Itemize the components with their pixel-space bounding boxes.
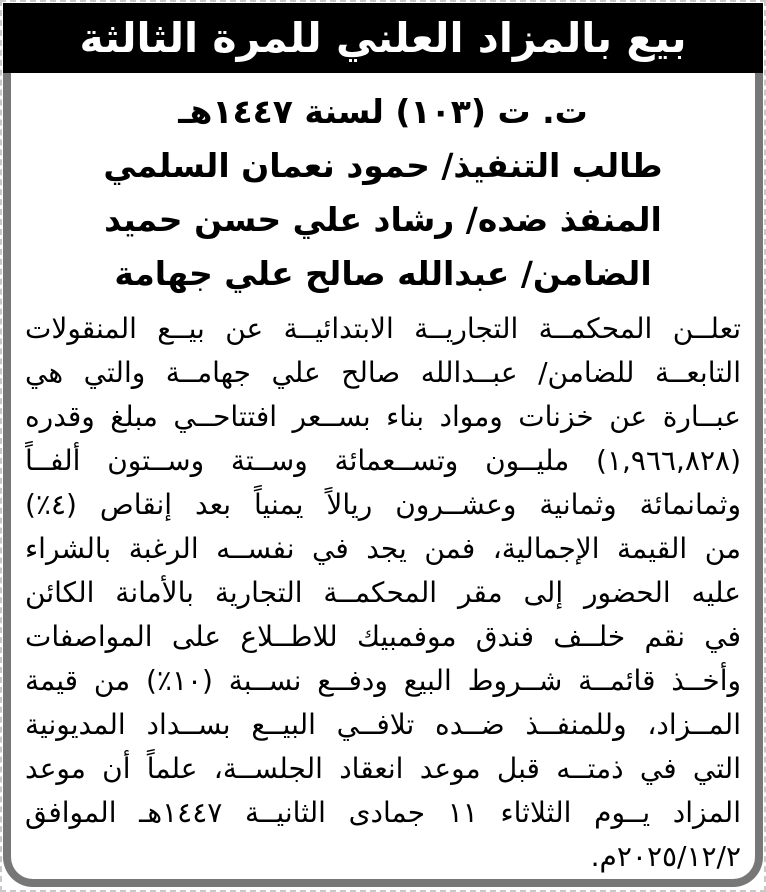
execution-requester-line: طالب التنفيذ/ حمود نعمان السلمي bbox=[103, 146, 663, 185]
notice-body-line: من القيمة الإجمالية، فمن يجد في نفســه الرغبة بالشراء bbox=[25, 532, 741, 565]
notice-body-line: عبــارة عن خزنات ومواد بناء بســعر افتتاحــي مبلغ وقدره bbox=[25, 400, 741, 433]
notice-frame bbox=[3, 73, 763, 887]
notice-body-line: المزاد يــوم الثلاثاء ١١ جمادى الثانيــة ١٤٤٧هـ الموافق bbox=[25, 796, 741, 829]
notice-body-line: المــزاد، وللمنفــذ ضــده تلافــي البيــع بســداد المديونية bbox=[25, 708, 741, 741]
case-number-line: ت. ت (١٠٣) لسنة ١٤٤٧هـ bbox=[178, 92, 588, 131]
notice-title-banner bbox=[3, 3, 763, 73]
notice-body-line: وأخــذ قائمــة شــروط البيع ودفــع نســبة (١٠٪) من قيمة bbox=[25, 664, 741, 697]
notice-body-line: التابعــة للضامن/ عبــدالله صالح علي جهامــة والتي هي bbox=[25, 356, 741, 389]
notice-body-line: في نقم خلــف فندق موفمبيك للاطــلاع على المواصفات bbox=[25, 620, 741, 653]
guarantor-line: الضامن/ عبدالله صالح علي جهامة bbox=[114, 254, 652, 293]
notice-body-line: وثمانمائة وثمانية وعشــرون ريالاً يمنياً بعد إنقاص (٤٪) bbox=[25, 488, 741, 521]
notice-body-line: (١,٩٦٦,٨٢٨) مليــون وتســعمائة وســتة وســتون ألفــاً bbox=[25, 444, 741, 477]
notice-body-line: عليه الحضور إلى مقر المحكمــة التجارية بالأمانة الكائن bbox=[25, 576, 741, 609]
notice-body-line: تعلــن المحكمــة التجاريــة الابتدائيــة عن بيــع المنقولات bbox=[25, 312, 741, 345]
notice-auction-date-line: ٢٠٢٥/١٢/٢م. bbox=[590, 840, 741, 873]
notice-title: بيع بالمزاد العلني للمرة الثالثة bbox=[79, 14, 687, 62]
notice-body bbox=[25, 307, 741, 879]
case-header bbox=[25, 85, 741, 301]
notice-body-line: التي في ذمتــه قبل موعد انعقاد الجلســة، علماً أن موعد bbox=[25, 752, 741, 785]
execution-against-line: المنفذ ضده/ رشاد علي حسن حميد bbox=[104, 200, 662, 239]
